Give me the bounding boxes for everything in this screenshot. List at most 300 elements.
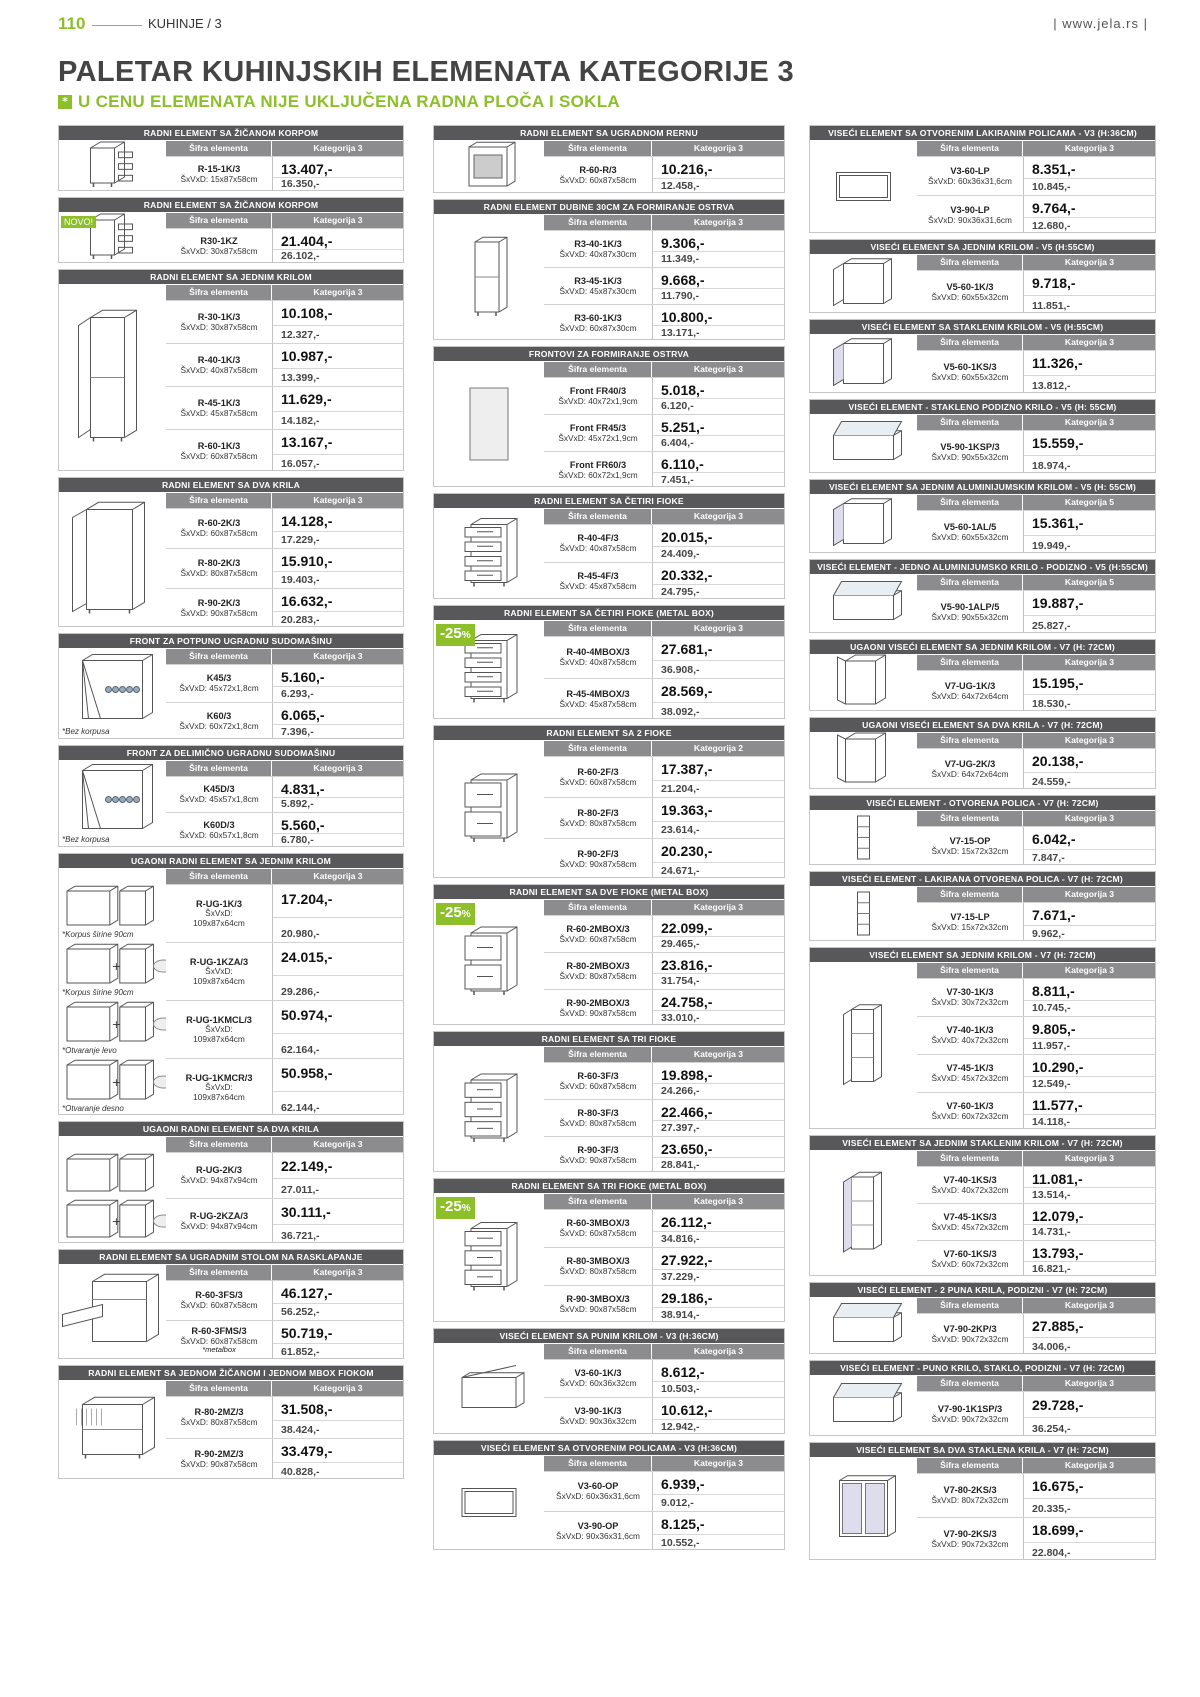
price-divider	[1024, 375, 1156, 376]
product-code: K45/3	[206, 673, 232, 684]
price-secondary: 10.552,-	[661, 1537, 700, 1549]
category-column-header: Kategorija 3	[272, 1137, 404, 1152]
product-dimensions: ŠxVxD: 45x87x58cm	[559, 699, 637, 710]
svg-text:+: +	[111, 1018, 122, 1031]
product-section	[433, 884, 785, 1025]
product-dimensions-value: 109x87x64cm	[193, 1091, 245, 1102]
open-shelf-box-icon	[810, 140, 917, 233]
product-info	[917, 903, 1023, 941]
product-code: Front FR45/3	[569, 422, 627, 433]
price-secondary: 14.731,-	[1032, 1226, 1071, 1238]
product-dimensions: ŠxVxD: 40x87x58cm	[180, 364, 258, 375]
price-divider	[1024, 1498, 1156, 1499]
product-row	[544, 377, 785, 414]
price-cell	[652, 679, 785, 719]
product-image	[59, 1198, 166, 1243]
discount-badge	[436, 624, 475, 646]
code-column-header: Šifra elementa	[544, 1344, 651, 1359]
product-dimensions: ŠxVxD: 80x87x58cm	[180, 1417, 258, 1428]
product-code: V7-40-1KS/3	[943, 1174, 997, 1185]
product-dimensions: ŠxVxD: 64x72x64cm	[931, 769, 1009, 780]
product-row	[544, 1359, 785, 1397]
code-column-header: Šifra elementa	[166, 761, 271, 776]
price-cell	[272, 229, 404, 263]
price: 13.407,-	[281, 160, 333, 177]
price: 13.793,-	[1032, 1244, 1084, 1261]
product-image	[810, 1457, 917, 1560]
product-code: Front FR40/3	[569, 385, 627, 396]
category-column-header: Kategorija 3	[272, 213, 404, 228]
product-dimensions: ŠxVxD: 45x72x32cm	[931, 1073, 1009, 1084]
price: 5.560,-	[281, 816, 325, 833]
price-secondary: 9.962,-	[1032, 928, 1065, 940]
website-link[interactable]: | www.jela.rs |	[1053, 16, 1148, 31]
product-info	[544, 1248, 652, 1285]
product-section	[809, 1282, 1156, 1354]
product-dimensions: ŠxVxD: 30x87x58cm	[180, 321, 258, 332]
product-code: R-UG-2K/3	[196, 1165, 242, 1176]
price-secondary: 16.057,-	[281, 458, 320, 470]
price-secondary: 25.827,-	[1032, 620, 1071, 632]
price: 10.290,-	[1032, 1058, 1084, 1075]
product-image	[434, 1455, 544, 1550]
price-cell	[272, 1397, 404, 1438]
product-image	[434, 214, 544, 340]
product-info	[166, 1397, 272, 1438]
product-info	[544, 563, 652, 599]
product-dimensions: ŠxVxD: 90x87x58cm	[559, 858, 637, 869]
product-code: R3-40-1K/3	[574, 238, 622, 249]
price: 17.387,-	[661, 761, 713, 778]
price-divider	[1024, 1337, 1156, 1338]
narrow-open-cabinet-icon	[434, 214, 544, 340]
product-row	[917, 350, 1156, 393]
product-section	[809, 639, 1156, 711]
price-cell	[652, 157, 785, 193]
price-cell	[1023, 196, 1156, 233]
product-code: V7-45-1KS/3	[943, 1211, 997, 1222]
section-title: FRONTOVI ZA FORMIRANJE OSTRVA	[434, 347, 784, 361]
dishwasher-front-icon	[59, 648, 166, 739]
price-secondary: 9.012,-	[661, 1497, 694, 1509]
product-image	[59, 1380, 166, 1479]
product-info	[166, 1321, 272, 1359]
price: 24.015,-	[281, 948, 333, 965]
wall-cabinet-open-icon	[810, 254, 917, 313]
product-dimensions: ŠxVxD: 60x36x31,6cm	[928, 175, 1012, 186]
product-code: V7-45-1K/3	[946, 1063, 994, 1074]
product-info	[166, 589, 272, 627]
price: 8.125,-	[661, 1516, 705, 1532]
product-info	[917, 1518, 1023, 1560]
code-column-header: Šifra elementa	[166, 213, 271, 228]
product-info	[544, 1472, 652, 1511]
product-info	[544, 525, 652, 562]
price: 27.681,-	[661, 641, 713, 658]
price-secondary: 13.171,-	[661, 327, 700, 339]
product-row	[166, 884, 404, 942]
price-divider	[1024, 1000, 1156, 1001]
product-dimensions: ŠxVxD: 60x87x58cm	[180, 1300, 258, 1311]
product-info	[917, 351, 1023, 393]
section-title: VISEĆI ELEMENT SA PUNIM KRILOM - V3 (H:36CM)	[434, 1329, 784, 1343]
product-code: R3-45-1K/3	[574, 275, 622, 286]
price-secondary: 56.252,-	[281, 1306, 320, 1318]
price: 4.831,-	[281, 780, 325, 797]
product-section	[809, 1360, 1156, 1436]
product-dimensions: ŠxVxD: 45x72x1,9cm	[558, 432, 638, 443]
corner-cabinet-magic-icon	[59, 1000, 166, 1048]
price: 9.764,-	[1032, 199, 1076, 216]
product-code: V5-90-1ALP/5	[940, 602, 1000, 613]
price-divider	[653, 780, 785, 781]
product-dimensions: ŠxVxD: 40x87x58cm	[559, 543, 637, 554]
product-dimensions: ŠxVxD: 45x87x58cm	[559, 581, 637, 592]
product-info	[166, 549, 272, 588]
price-cell	[272, 665, 404, 702]
price-cell	[652, 415, 785, 451]
product-section	[809, 319, 1156, 393]
price: 6.110,-	[661, 455, 704, 472]
product-info	[544, 268, 652, 304]
price-cell	[652, 1137, 785, 1172]
product-image	[59, 760, 166, 847]
price: 33.479,-	[281, 1443, 333, 1460]
price-secondary: 18.530,-	[1032, 698, 1071, 710]
price-secondary: 27.397,-	[661, 1122, 700, 1134]
product-note: *metalbox	[202, 1345, 236, 1355]
product-code: R-45-4F/3	[577, 571, 619, 582]
price-divider	[273, 1420, 404, 1421]
price-divider	[1024, 1261, 1156, 1262]
product-code: R30-1KZ	[200, 236, 238, 247]
price-divider	[273, 454, 404, 455]
price-cell	[1023, 979, 1156, 1016]
code-column-header: Šifra elementa	[544, 215, 651, 230]
price-divider	[653, 862, 785, 863]
product-image	[434, 740, 544, 878]
price: 17.204,-	[281, 890, 333, 907]
price-divider	[653, 660, 785, 661]
product-dimensions: ŠxVxD: 90x72x32cm	[931, 1334, 1009, 1345]
product-info	[544, 990, 652, 1025]
product-code: R-60-3FMS/3	[191, 1326, 247, 1337]
product-row	[166, 548, 404, 588]
product-section	[809, 559, 1156, 633]
product-row	[917, 195, 1156, 233]
code-column-header: Šifra elementa	[917, 1376, 1022, 1391]
product-info	[166, 813, 272, 847]
product-info	[544, 378, 652, 414]
product-dimensions: ŠxVxD: 60x55x32cm	[931, 372, 1009, 383]
price-divider	[653, 435, 785, 436]
product-dimensions-value: 109x87x64cm	[193, 1033, 245, 1044]
product-code: R-UG-1KZA/3	[189, 956, 249, 967]
price: 8.811,-	[1032, 982, 1075, 999]
price: 7.671,-	[1032, 907, 1076, 923]
product-info	[917, 749, 1023, 789]
product-info	[544, 1063, 652, 1099]
price: 20.230,-	[661, 843, 713, 860]
product-row	[544, 1397, 785, 1434]
price: 22.149,-	[281, 1157, 333, 1174]
product-code: Front FR60/3	[569, 459, 627, 470]
product-row	[917, 510, 1156, 553]
price-divider	[653, 973, 785, 974]
price: 15.559,-	[1032, 435, 1084, 452]
product-dimensions: ŠxVxD:	[205, 908, 233, 919]
product-dimensions-value: 109x87x64cm	[193, 917, 245, 928]
product-dimensions-value: 109x87x64cm	[193, 975, 245, 986]
category-column-header: Kategorija 3	[1023, 811, 1156, 826]
wall-cabinet-flap-icon	[434, 1343, 544, 1434]
price-divider	[273, 975, 404, 976]
product-info	[166, 665, 272, 702]
product-row	[166, 1320, 404, 1359]
price: 23.816,-	[661, 956, 713, 973]
price-divider	[653, 288, 785, 289]
product-code: R-90-3F/3	[577, 1144, 619, 1155]
product-row	[544, 838, 785, 878]
product-code: V3-60-LP	[950, 165, 990, 176]
product-info	[917, 1093, 1023, 1129]
product-section	[433, 725, 785, 878]
product-section	[809, 479, 1156, 553]
price: 10.800,-	[661, 308, 713, 325]
product-code: V3-90-1K/3	[574, 1406, 622, 1417]
price-cell	[652, 1063, 785, 1099]
price-divider	[273, 724, 404, 725]
product-section	[433, 346, 785, 487]
product-code: V3-60-1K/3	[574, 1368, 622, 1379]
product-row	[917, 270, 1156, 313]
product-dimensions: ŠxVxD: 40x87x30cm	[559, 248, 637, 259]
price-divider	[273, 611, 404, 612]
price-cell	[1023, 431, 1156, 473]
category-column-header: Kategorija 3	[1023, 733, 1156, 748]
product-info	[166, 1281, 272, 1320]
wall-cabinet-glass-icon	[810, 334, 917, 393]
product-row	[544, 451, 785, 487]
code-column-header: Šifra elementa	[544, 741, 651, 756]
product-section	[58, 745, 404, 847]
price-divider	[1024, 1417, 1156, 1418]
product-row	[544, 1099, 785, 1136]
price: 11.629,-	[281, 391, 332, 408]
price-secondary: 7.847,-	[1032, 852, 1065, 864]
product-section	[809, 717, 1156, 789]
section-title: VISEĆI ELEMENT - JEDNO ALUMINIJUMSKO KRILO - PODIZNO - V5 (H:55CM)	[810, 560, 1155, 574]
product-dimensions: ŠxVxD: 60x72x32cm	[931, 1111, 1009, 1122]
product-code: V5-60-1KS/3	[943, 362, 997, 373]
product-dimensions: ŠxVxD: 60x87x58cm	[559, 933, 637, 944]
product-code: R-UG-1KMCL/3	[186, 1014, 252, 1025]
price: 5.018,-	[661, 381, 705, 398]
product-dimensions: ŠxVxD: 45x87x30cm	[559, 285, 637, 296]
product-image	[59, 140, 166, 191]
product-code: R-90-2F/3	[577, 848, 619, 859]
product-info	[917, 591, 1023, 633]
section-title: VISEĆI ELEMENT - STAKLENO PODIZNO KRILO - V5 (H: 55CM)	[810, 400, 1155, 414]
product-row	[544, 156, 785, 193]
price-secondary: 16.821,-	[1032, 1263, 1071, 1275]
product-section	[58, 1249, 404, 1359]
price-cell	[272, 885, 404, 942]
image-note: *Otvaranje levo	[62, 1046, 117, 1055]
code-column-header: Šifra elementa	[544, 362, 651, 377]
price-cell	[272, 1439, 404, 1479]
product-row	[917, 1016, 1156, 1054]
price-cell	[272, 157, 404, 191]
category-column-header: Kategorija 3	[652, 900, 785, 915]
product-row	[166, 1152, 404, 1198]
price-cell	[652, 1360, 785, 1397]
product-section	[433, 605, 785, 719]
product-row	[166, 1280, 404, 1320]
dishwasher-front-icon	[59, 760, 166, 847]
price-divider	[1024, 535, 1156, 536]
price-secondary: 24.409,-	[661, 548, 700, 560]
product-info	[917, 1055, 1023, 1092]
product-dimensions: ŠxVxD: 90x36x31,6cm	[928, 214, 1012, 225]
price-divider	[1024, 694, 1156, 695]
product-image	[59, 1264, 166, 1359]
category-column-header: Kategorija 3	[272, 869, 404, 884]
corner-cabinet-carousel-icon	[59, 1198, 166, 1243]
price-secondary: 7.396,-	[281, 726, 314, 738]
svg-text:+: +	[111, 960, 122, 973]
product-info	[166, 703, 272, 739]
price-secondary: 21.204,-	[661, 783, 700, 795]
price-divider	[653, 821, 785, 822]
product-code: V5-60-1AL/5	[943, 522, 997, 533]
product-info	[917, 1167, 1023, 1203]
product-code: R-40-1K/3	[197, 354, 241, 365]
price: 9.718,-	[1032, 275, 1076, 292]
tall-wall-cabinet-icon	[810, 962, 917, 1129]
price-divider	[273, 571, 404, 572]
product-code: K60/3	[206, 711, 232, 722]
section-title: VISEĆI ELEMENT - OTVORENA POLICA - V7 (H: 72CM)	[810, 796, 1155, 810]
product-section	[809, 399, 1156, 473]
price-secondary: 34.816,-	[661, 1233, 700, 1245]
price-secondary: 17.229,-	[281, 534, 320, 546]
price-cell	[272, 1281, 404, 1320]
product-code: R-60-R/3	[579, 165, 617, 176]
price-divider	[273, 1303, 404, 1304]
section-title: VISEĆI ELEMENT SA DVA STAKLENA KRILA - V7 (H: 72CM)	[810, 1443, 1155, 1457]
price-cell	[272, 943, 404, 1000]
product-dimensions: ŠxVxD: 90x87x58cm	[180, 1459, 258, 1470]
product-row	[544, 1285, 785, 1322]
discount-unit: %	[461, 1203, 471, 1214]
product-row	[166, 228, 404, 263]
category-column-header: Kategorija 3	[1023, 141, 1156, 156]
corner-cabinet-magic-icon	[59, 1058, 166, 1106]
price-secondary: 6.120,-	[661, 400, 694, 412]
code-column-header: Šifra elementa	[166, 649, 271, 664]
price: 28.569,-	[661, 683, 713, 700]
product-dimensions: ŠxVxD: 60x55x32cm	[931, 532, 1009, 543]
category-column-header: Kategorija 3	[272, 493, 404, 508]
product-dimensions: ŠxVxD: 60x36x31,6cm	[556, 1491, 640, 1502]
section-title: RADNI ELEMENT SA ČETIRI FIOKE	[434, 494, 784, 508]
category-column-header: Kategorija 3	[272, 285, 404, 300]
product-row	[166, 1396, 404, 1438]
product-image	[434, 508, 544, 599]
price-secondary: 29.465,-	[661, 938, 700, 950]
discount-unit: %	[461, 909, 471, 920]
product-image	[810, 1297, 917, 1354]
product-dimensions: ŠxVxD: 90x55x32cm	[931, 612, 1009, 623]
section-title: RADNI ELEMENT SA UGRADNOM RERNU	[434, 126, 784, 140]
code-column-header: Šifra elementa	[917, 1298, 1022, 1313]
price-secondary: 22.804,-	[1032, 1547, 1071, 1559]
product-dimensions: ŠxVxD: 60x87x58cm	[559, 1228, 637, 1239]
product-row	[917, 1313, 1156, 1354]
price-cell	[1023, 903, 1156, 941]
code-column-header: Šifra elementa	[917, 495, 1022, 510]
product-row	[166, 508, 404, 548]
product-info	[544, 157, 652, 193]
price: 15.910,-	[281, 553, 333, 569]
discount-value: -25	[440, 904, 462, 921]
product-code: K45D/3	[203, 784, 235, 795]
product-info	[917, 1017, 1023, 1054]
price-cell	[1023, 351, 1156, 393]
code-column-header: Šifra elementa	[544, 1194, 651, 1209]
product-code: R3-60-1K/3	[574, 312, 622, 323]
price: 16.632,-	[281, 593, 333, 609]
price: 9.306,-	[661, 234, 705, 251]
product-row	[917, 826, 1156, 865]
page-header	[58, 14, 1148, 34]
price-cell	[272, 1001, 404, 1058]
code-column-header: Šifra elementa	[917, 811, 1022, 826]
discount-value: -25	[440, 1198, 462, 1215]
section-title: RADNI ELEMENT SA ČETIRI FIOKE (METAL BOX)	[434, 606, 784, 620]
product-info	[544, 305, 652, 340]
category-column-header: Kategorija 3	[652, 215, 785, 230]
product-image	[810, 886, 917, 941]
product-info	[544, 798, 652, 838]
product-row	[544, 1062, 785, 1099]
product-image	[810, 810, 917, 865]
product-dimensions: ŠxVxD: 30x72x32cm	[931, 997, 1009, 1008]
product-row	[166, 156, 404, 191]
page-title: PALETAR KUHINJSKIH ELEMENATA KATEGORIJE 3	[58, 56, 795, 88]
product-section	[809, 947, 1156, 1129]
price-secondary: 12.942,-	[661, 1421, 700, 1433]
product-dimensions: ŠxVxD: 40x87x58cm	[559, 657, 637, 668]
price: 19.887,-	[1032, 595, 1084, 612]
product-dimensions: ŠxVxD: 15x72x32cm	[931, 922, 1009, 933]
price-cell	[652, 1210, 785, 1247]
product-info	[917, 511, 1023, 553]
product-image	[810, 574, 917, 633]
discount-unit: %	[461, 630, 471, 641]
section-title: VISEĆI ELEMENT SA OTVORENIM LAKIRANIM POLICAMA - V3 (H:36CM)	[810, 126, 1155, 140]
product-dimensions: ŠxVxD: 80x87x58cm	[559, 817, 637, 828]
section-title: RADNI ELEMENT SA ŽIČANOM KORPOM	[59, 126, 403, 140]
product-code: V7-60-1KS/3	[943, 1248, 997, 1259]
product-row	[544, 797, 785, 838]
corner-cabinet-icon	[59, 1152, 166, 1198]
section-title: RADNI ELEMENT SA JEDNOM ŽIČANOM I JEDNOM MBOX FIOKOM	[59, 1366, 403, 1380]
price-secondary: 14.118,-	[1032, 1116, 1070, 1128]
price-cell	[652, 563, 785, 599]
product-section	[58, 853, 404, 1115]
